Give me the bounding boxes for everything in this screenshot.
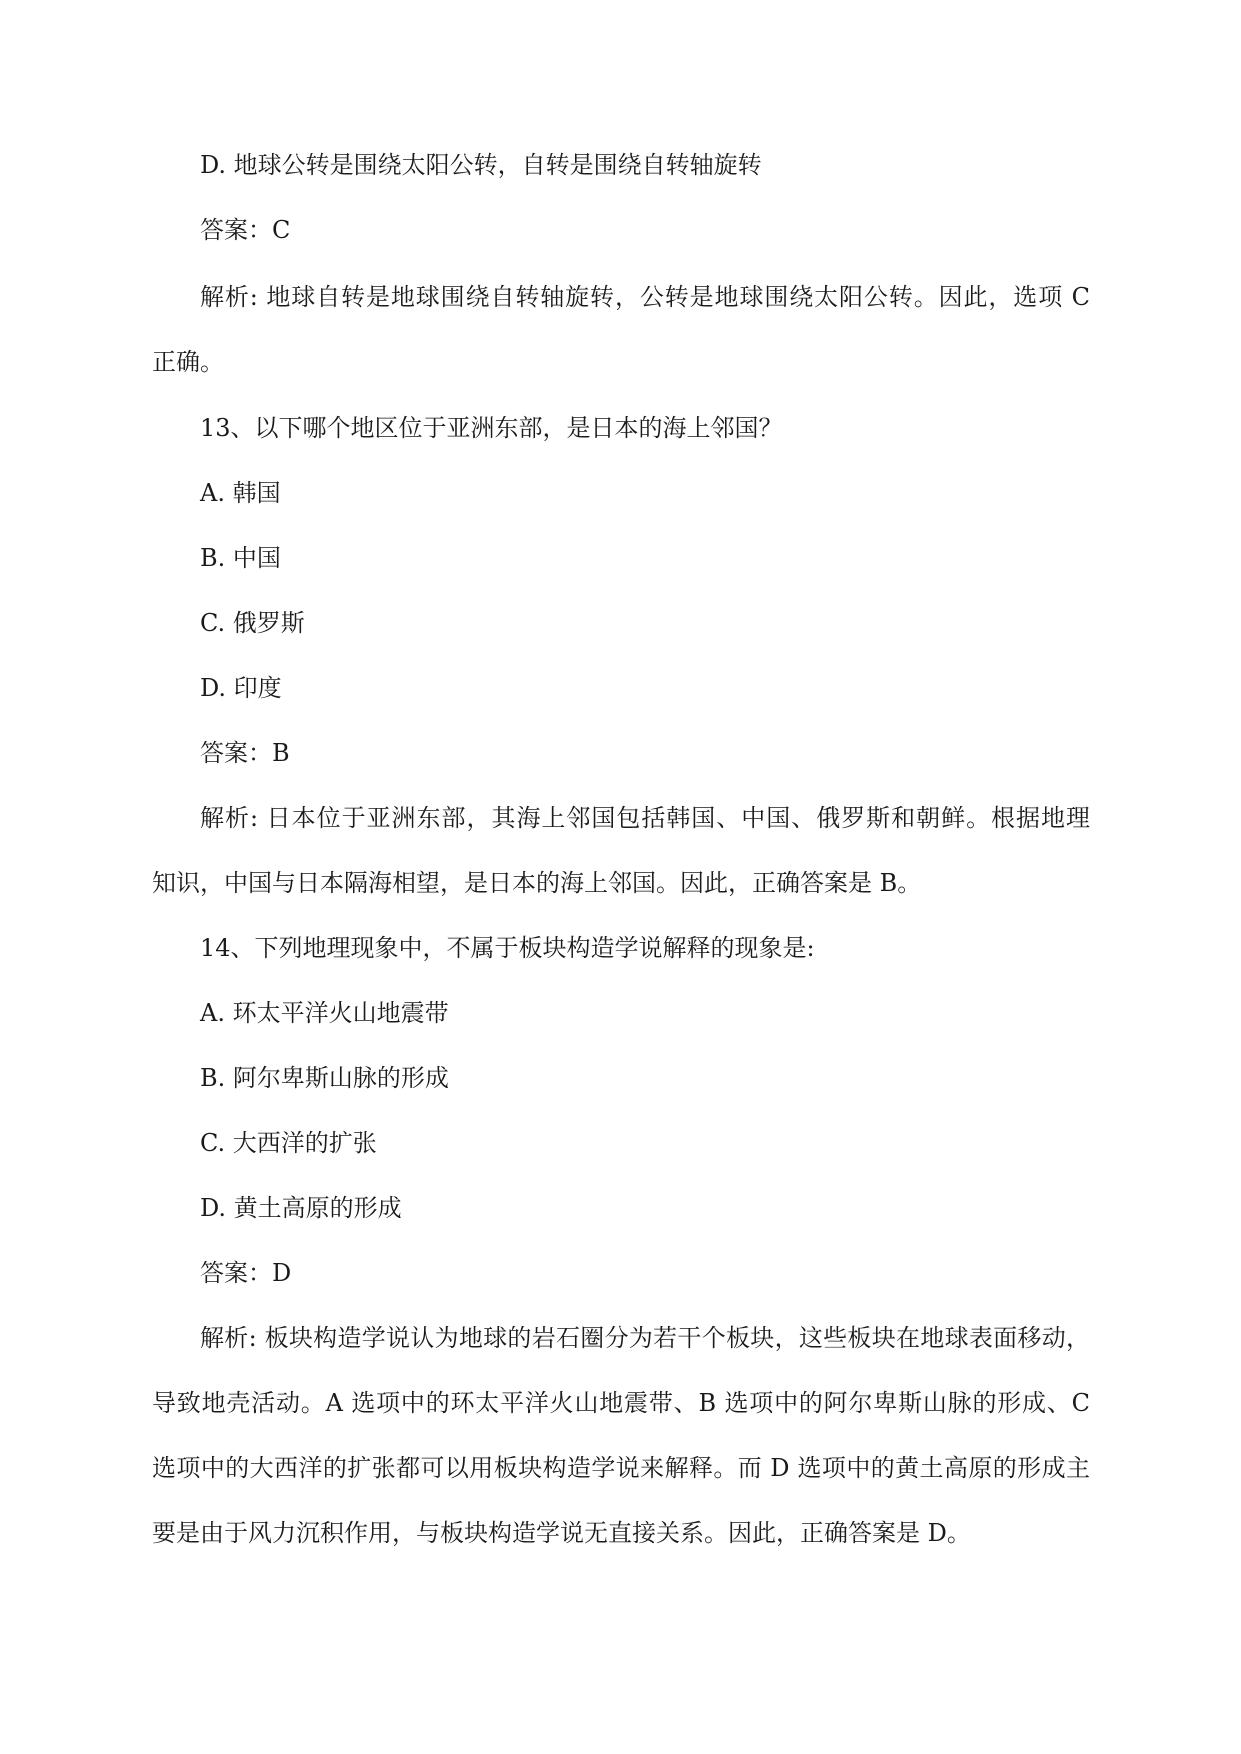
q13-option-c: C. 俄罗斯 [200,609,305,637]
q13-option-b: B. 中国 [200,544,281,572]
q13-question: 13、以下哪个地区位于亚洲东部，是日本的海上邻国？ [200,414,783,442]
q14-option-a: A. 环太平洋火山地震带 [200,999,449,1027]
q12-analysis-line-2: 正确。 [152,348,224,376]
q12-answer: 答案：C [200,216,291,244]
q14-analysis-line-1: 解析: 板块构造学说认为地球的岩石圈分为若干个板块，这些板块在地球表面移动， [200,1324,1090,1352]
q14-option-b: B. 阿尔卑斯山脉的形成 [200,1064,449,1092]
q14-option-d: D. 黄土高原的形成 [200,1194,402,1222]
q14-question: 14、下列地理现象中，不属于板块构造学说解释的现象是: [200,934,815,962]
q14-answer: 答案：D [200,1259,292,1287]
q14-analysis-line-2: 导致地壳活动。A 选项中的环太平洋火山地震带、B 选项中的阿尔卑斯山脉的形成、C [152,1389,1090,1417]
q13-option-d: D. 印度 [200,674,282,702]
q14-option-c: C. 大西洋的扩张 [200,1129,377,1157]
q13-answer: 答案：B [200,739,290,767]
q12-analysis-line-1: 解析: 地球自转是地球围绕自转轴旋转，公转是地球围绕太阳公转。因此，选项 C [200,283,1090,311]
q13-analysis-line-1: 解析: 日本位于亚洲东部，其海上邻国包括韩国、中国、俄罗斯和朝鲜。根据地理 [200,804,1090,832]
q13-option-a: A. 韩国 [200,479,281,507]
q14-analysis-line-3: 选项中的大西洋的扩张都可以用板块构造学说来解释。而 D 选项中的黄土高原的形成主 [152,1454,1090,1482]
q14-analysis-line-4: 要是由于风力沉积作用，与板块构造学说无直接关系。因此，正确答案是 D。 [152,1519,971,1547]
q12-option-d: D. 地球公转是围绕太阳公转，自转是围绕自转轴旋转 [200,151,762,179]
q13-analysis-line-2: 知识，中国与日本隔海相望，是日本的海上邻国。因此，正确答案是 B。 [152,869,922,897]
